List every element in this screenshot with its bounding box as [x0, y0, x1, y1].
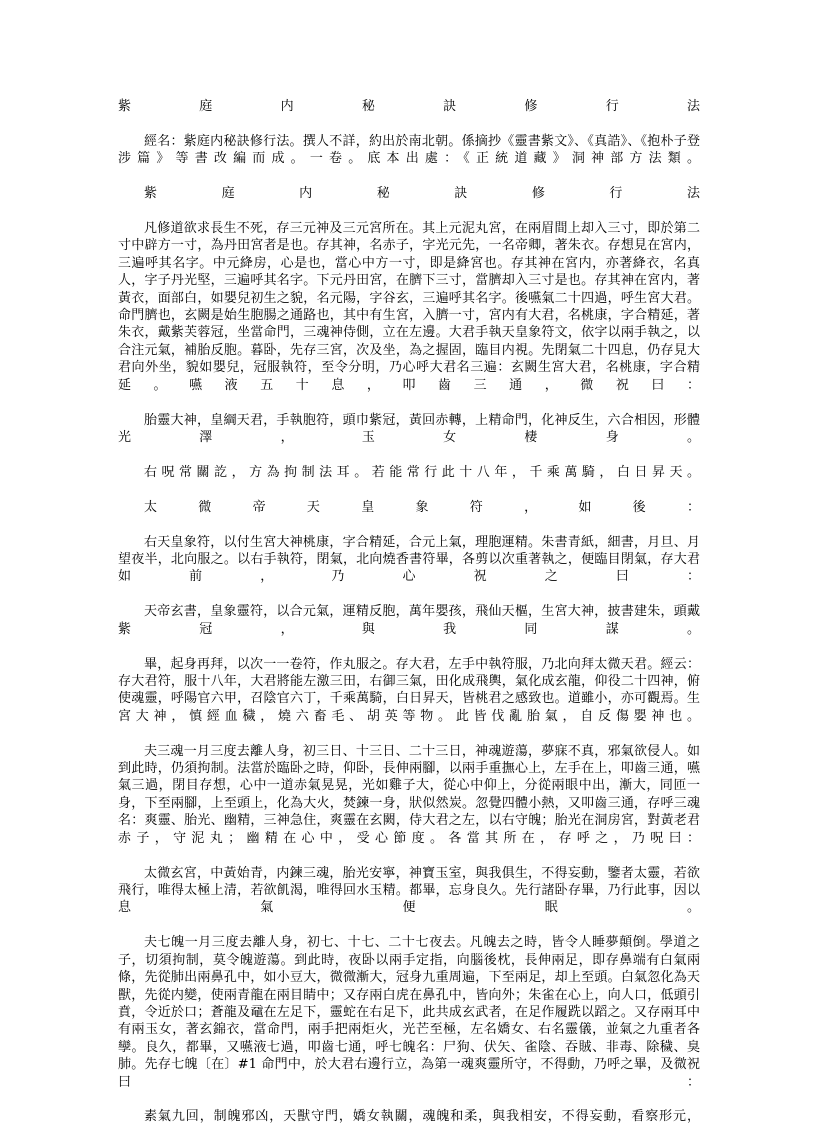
paragraph-seven-po-method: 夫七魄一月三度去離人身，初七、十七、二十七夜去。凡魄去之時，皆令人睡夢顛倒。學道之子，切須拘制，莫令魄遊蕩。到此時，夜卧以兩手定指，向腦後枕，長伸兩足，即存鼻端有白氣兩條，先從肺出兩鼻孔中，如小豆大，微微漸大，冠身九重周遍，下至兩足，却上至頭。白氣忽化為天獸，先從内變，使兩青龍在兩目睛中；又存兩白虎在鼻孔中，皆向外；朱雀在心上，向人口，低頭引賁，令近於口；蒼龍及黿在左足下，靈蛇在右足下，此共成玄武者，在足作履跣以蹈之。又存兩耳中有兩玉女，著玄錦衣，當命門，兩手把兩炬火，光芒至極，左名嬌女、右名靈儀，並氣之九重者各孿。良久，都畢，又嚥液七過，叩齒七通，呼七魄名：尸狗、伏矢、雀陰、吞賊、非毒、除穢、臭肺。先存七魄〔在〕#1 命門中，於大君右邊行立，為第一魂爽靈所守，不得動，乃呼之畢，及微祝曰：: [118, 935, 700, 1090]
paragraph-incantation-tiandi: 天帝玄書，皇象靈符，以合元氣，運精反胞，萬年嬰孩，飛仙天樞，生宮大神，披書建朱，頭戴紫冠，與我同謀。: [118, 604, 700, 637]
paragraph-incantation-taiwei: 太微玄宮，中黃始青，内鍊三魂，胎光安寧，神寶玉室，與我俱生，不得妄動，鑒者太靈，若欲飛行，唯得太極上清，若欲飢渴，唯得回水玉精。都畢，忘身良久。先行諸卧存畢，乃行此事，因以息氣便眠。: [118, 865, 700, 916]
paragraph-after-rite: 畢，起身再拜，以次一一卷符，作丸服之。存大君，左手中執符服，乃北向拜太微天君。經云：存大君符，服十八年，大君將能左激三田，右御三氣，田化成飛輿，氣化成玄龍，仰役二十四神，俯使魂靈，呼陽官六甲，召陰官六丁，千乘萬騎，白日昇天，皆桃君之感致也。道雖小，亦可觀焉。生宮大神，慎經血穢，燒六畜毛、胡英等物。此皆伐亂胎氣，自反傷嬰神也。: [118, 656, 700, 724]
paragraph-bibliographic-note: 經名：紫庭内秘訣修行法。撰人不詳，約出於南北朝。係摘抄《靈書紫文》、《真誥》、《抱朴子登涉篇》等書改編而成。一卷。底本出處：《正統道藏》洞神部方法類。: [118, 133, 700, 167]
paragraph-three-hun-method: 夫三魂一月三度去離人身，初三日、十三日、二十三日，神魂遊蕩，夢寐不真，邪氣欲侵人。如到此時，仍須拘制。法當於臨卧之時，仰卧，長伸兩腳，以兩手重撫心上，左手在上，叩齒三通，嚥氣三過，閉目存想，心中一道赤氣晃晃，光如雞子大，從心中仰上，分從兩眼中出，漸大，同匝一身，下至兩腳，上至頭上，化為大火，焚鍊一身，狀似然炭。忽覺四體小熱，又叩齒三通，存呼三魂名：爽靈、胎光、幽精，三神急住，爽靈在玄闕，侍大君之左，以右守魄；胎光在洞房宮，對黃老君赤子，守泥丸；幽精在心中，受心節度。各當其所在，存呼之，乃呪曰：: [118, 743, 700, 846]
paragraph-three-palaces: 凡修道欲求長生不死，存三元神及三元宮所在。其上元泥丸宮，在兩眉間上却入三寸，即於第二寸中辟方一寸，為丹田宮者是也。存其神，名赤子，字光元先，一名帝卿，著朱衣。存想見在宮内，三遍呼其名字。中元絳房，心是也，當心中方一寸，即是絳宮也。存其神在宮内，亦著絳衣，名真人，字子丹光堅，三遍呼其名字。下元丹田宮，在臍下三寸，當臍却入三寸是也。存其神在宮内，著黃衣，面部白，如嬰兒初生之貌，名元陽，字谷玄，三遍呼其名字。後嚥氣二十四過，呼生宮大君。命門臍也，玄闕是始生胞腸之通路也，其中有生宮，入臍一寸，宮内有大君，名桃康，字合精延，著朱衣，戴紫芙蓉冠，坐當命門，三魂神侍側，立在左邊。大君手執天皇象符文，依字以兩手執之，以合注元氣，補胎反胞。暮卧，先存三宮，次及坐，為之握固，臨目内視。先閉氣二十四息，仍存見大君向外坐，貌如嬰兒，冠服執符，至令分明，乃心呼大君名三遍：玄闕生宮大君，名桃康，字合精延。嚥液五十息，叩齒三通，微祝曰：: [118, 220, 700, 393]
paragraph-incantation-suqi: 素氣九回，制魄邪凶，天獸守門，嬌女執關，魂魄和柔，與我相安，不得妄動，看察形元，: [144, 1109, 700, 1125]
paragraph-title-heading: 紫庭内秘訣修行法: [118, 99, 700, 114]
paragraph-talisman-method: 右天皇象符，以付生宮大神桃康，字合精延，合元上氣，理胞運精。朱書青紙，細書，月旦、月望夜半，北向服之。以右手執符，閉氣，北向燒香書符畢，各剪以次重著執之，便臨目閉氣，存大君如前，乃心祝之曰：: [118, 534, 700, 585]
paragraph-inner-title: 紫庭内秘訣修行法: [144, 186, 700, 202]
paragraph-spell-note: 右呪常關訖，方為拘制法耳。若能常行此十八年，千乘萬騎，白日昇天。: [144, 464, 700, 480]
document-text-block: [118, 98, 700, 1143]
paragraph-incantation-taiying: 胎靈大神，皇綱天君，手執胞符，頭巾紫冠，黃回赤轉，上精命門，化神反生，六合相因，形體光澤，玉女棲身。: [118, 412, 700, 446]
paragraph-talisman-heading: 太微帝天皇象符，如後：: [144, 499, 700, 515]
